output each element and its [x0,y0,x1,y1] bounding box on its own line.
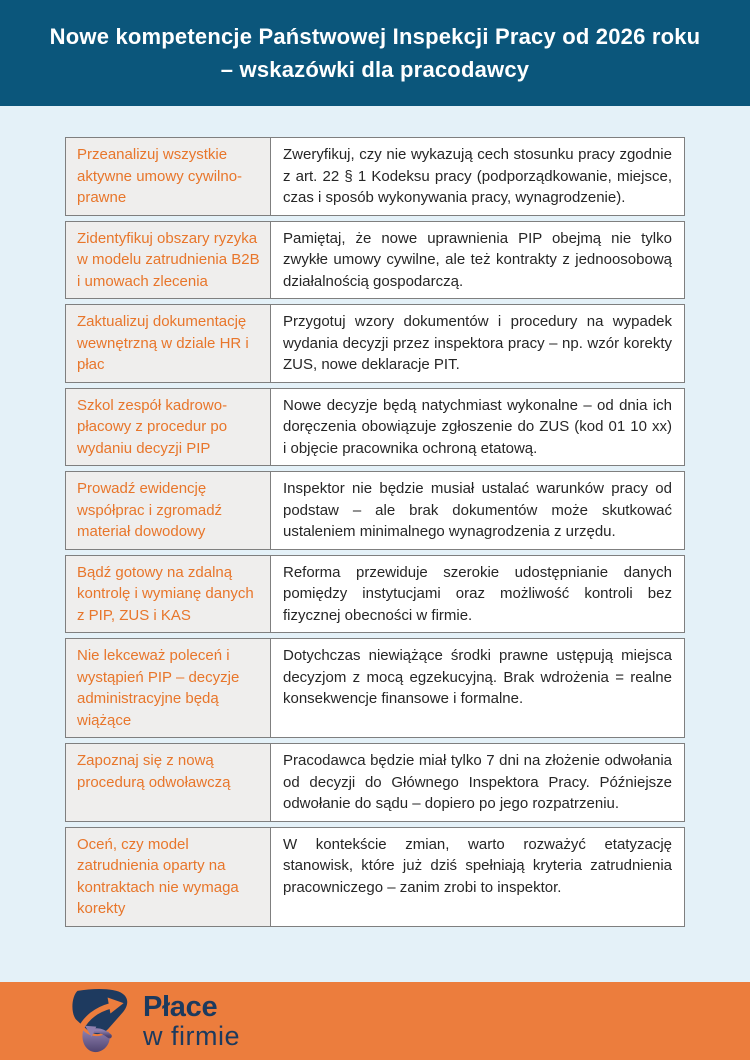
detail-cell: Dotychczas niewiążące środki prawne ustępują miejsca decyzjom z mocą egzekucyjną. Brak wdrożenia = realne konsekwencje finansowe i formalne. [270,638,685,738]
table-row [65,137,685,216]
action-cell: Oceń, czy model zatrudnienia oparty na kontraktach nie wymaga korekty [65,827,270,927]
table-row [65,555,685,634]
detail-cell: Pracodawca będzie miał tylko 7 dni na złożenie odwołania od decyzji do Głównego Inspektora Pracy. Późniejsze odwołanie do sądu – dopiero po jego rozpatrzeniu. [270,743,685,822]
table-row [65,638,685,738]
logo-wordmark [143,990,240,1051]
detail-cell: Reforma przewiduje szerokie udostępnianie danych pomiędzy instytucjami oraz możliwość kontroli bez fizycznej obecności w firmie. [270,555,685,634]
action-cell: Bądź gotowy na zdalną kontrolę i wymianę danych z PIP, ZUS i KAS [65,555,270,634]
detail-cell: Inspektor nie będzie musiał ustalać warunków pracy od podstaw – ale brak dokumentów może skutkować ustaleniem minimalnego wynagrodzenia z urzędu. [270,471,685,550]
content-area [0,106,750,982]
table-row [65,471,685,550]
header-band [0,0,750,106]
action-cell: Przeanalizuj wszystkie aktywne umowy cywilno-prawne [65,137,270,216]
logo-p-arrow-icon [68,989,134,1053]
logo-word-place: Płace [143,990,218,1023]
footer-band [0,982,750,1060]
advice-table [65,137,685,927]
table-row [65,221,685,300]
table-row [65,827,685,927]
detail-cell: W kontekście zmian, warto rozważyć etatyzację stanowisk, które już dziś spełniają kryteria zatrudnienia pracowniczego – zanim zrobi to inspektor. [270,827,685,927]
action-cell: Prowadź ewidencję współprac i zgromadź materiał dowodowy [65,471,270,550]
table-row [65,743,685,822]
page-title-line1: Nowe kompetencje Państwowej Inspekcji Pracy od 2026 roku [49,24,701,49]
table-row [65,304,685,383]
logo-word-w-firmie: w firmie [143,1020,240,1051]
action-cell: Zidentyfikuj obszary ryzyka w modelu zatrudnienia B2B i umowach zlecenia [65,221,270,300]
detail-cell: Pamiętaj, że nowe uprawnienia PIP obejmą nie tylko zwykłe umowy cywilne, ale też kontrakty z jednoosobową działalnością gospodarczą. [270,221,685,300]
action-cell: Nie lekceważ poleceń i wystąpień PIP – decyzje administracyjne będą wiążące [65,638,270,738]
detail-cell: Przygotuj wzory dokumentów i procedury na wypadek wydania decyzji przez inspektora pracy – np. wzór korekty ZUS, nowe deklaracje PIT. [270,304,685,383]
page-title-line2: – wskazówki dla pracodawcy [220,57,530,82]
page-title [30,20,721,86]
action-cell: Szkol zespół kadrowo-płacowy z procedur po wydaniu decyzji PIP [65,388,270,467]
detail-cell: Nowe decyzje będą natychmiast wykonalne – od dnia ich doręczenia obowiązuje zgłoszenie do ZUS (kod 01 10 xx) i objęcie pracownika ochroną etatową. [270,388,685,467]
table-row [65,388,685,467]
action-cell: Zaktualizuj dokumentację wewnętrzną w dziale HR i płac [65,304,270,383]
place-w-firmie-logo [68,989,240,1053]
action-cell: Zapoznaj się z nową procedurą odwoławczą [65,743,270,822]
detail-cell: Zweryfikuj, czy nie wykazują cech stosunku pracy zgodnie z art. 22 § 1 Kodeksu pracy (podporządkowanie, miejsce, czas i sposób wykonywania pracy, wynagrodzenie). [270,137,685,216]
